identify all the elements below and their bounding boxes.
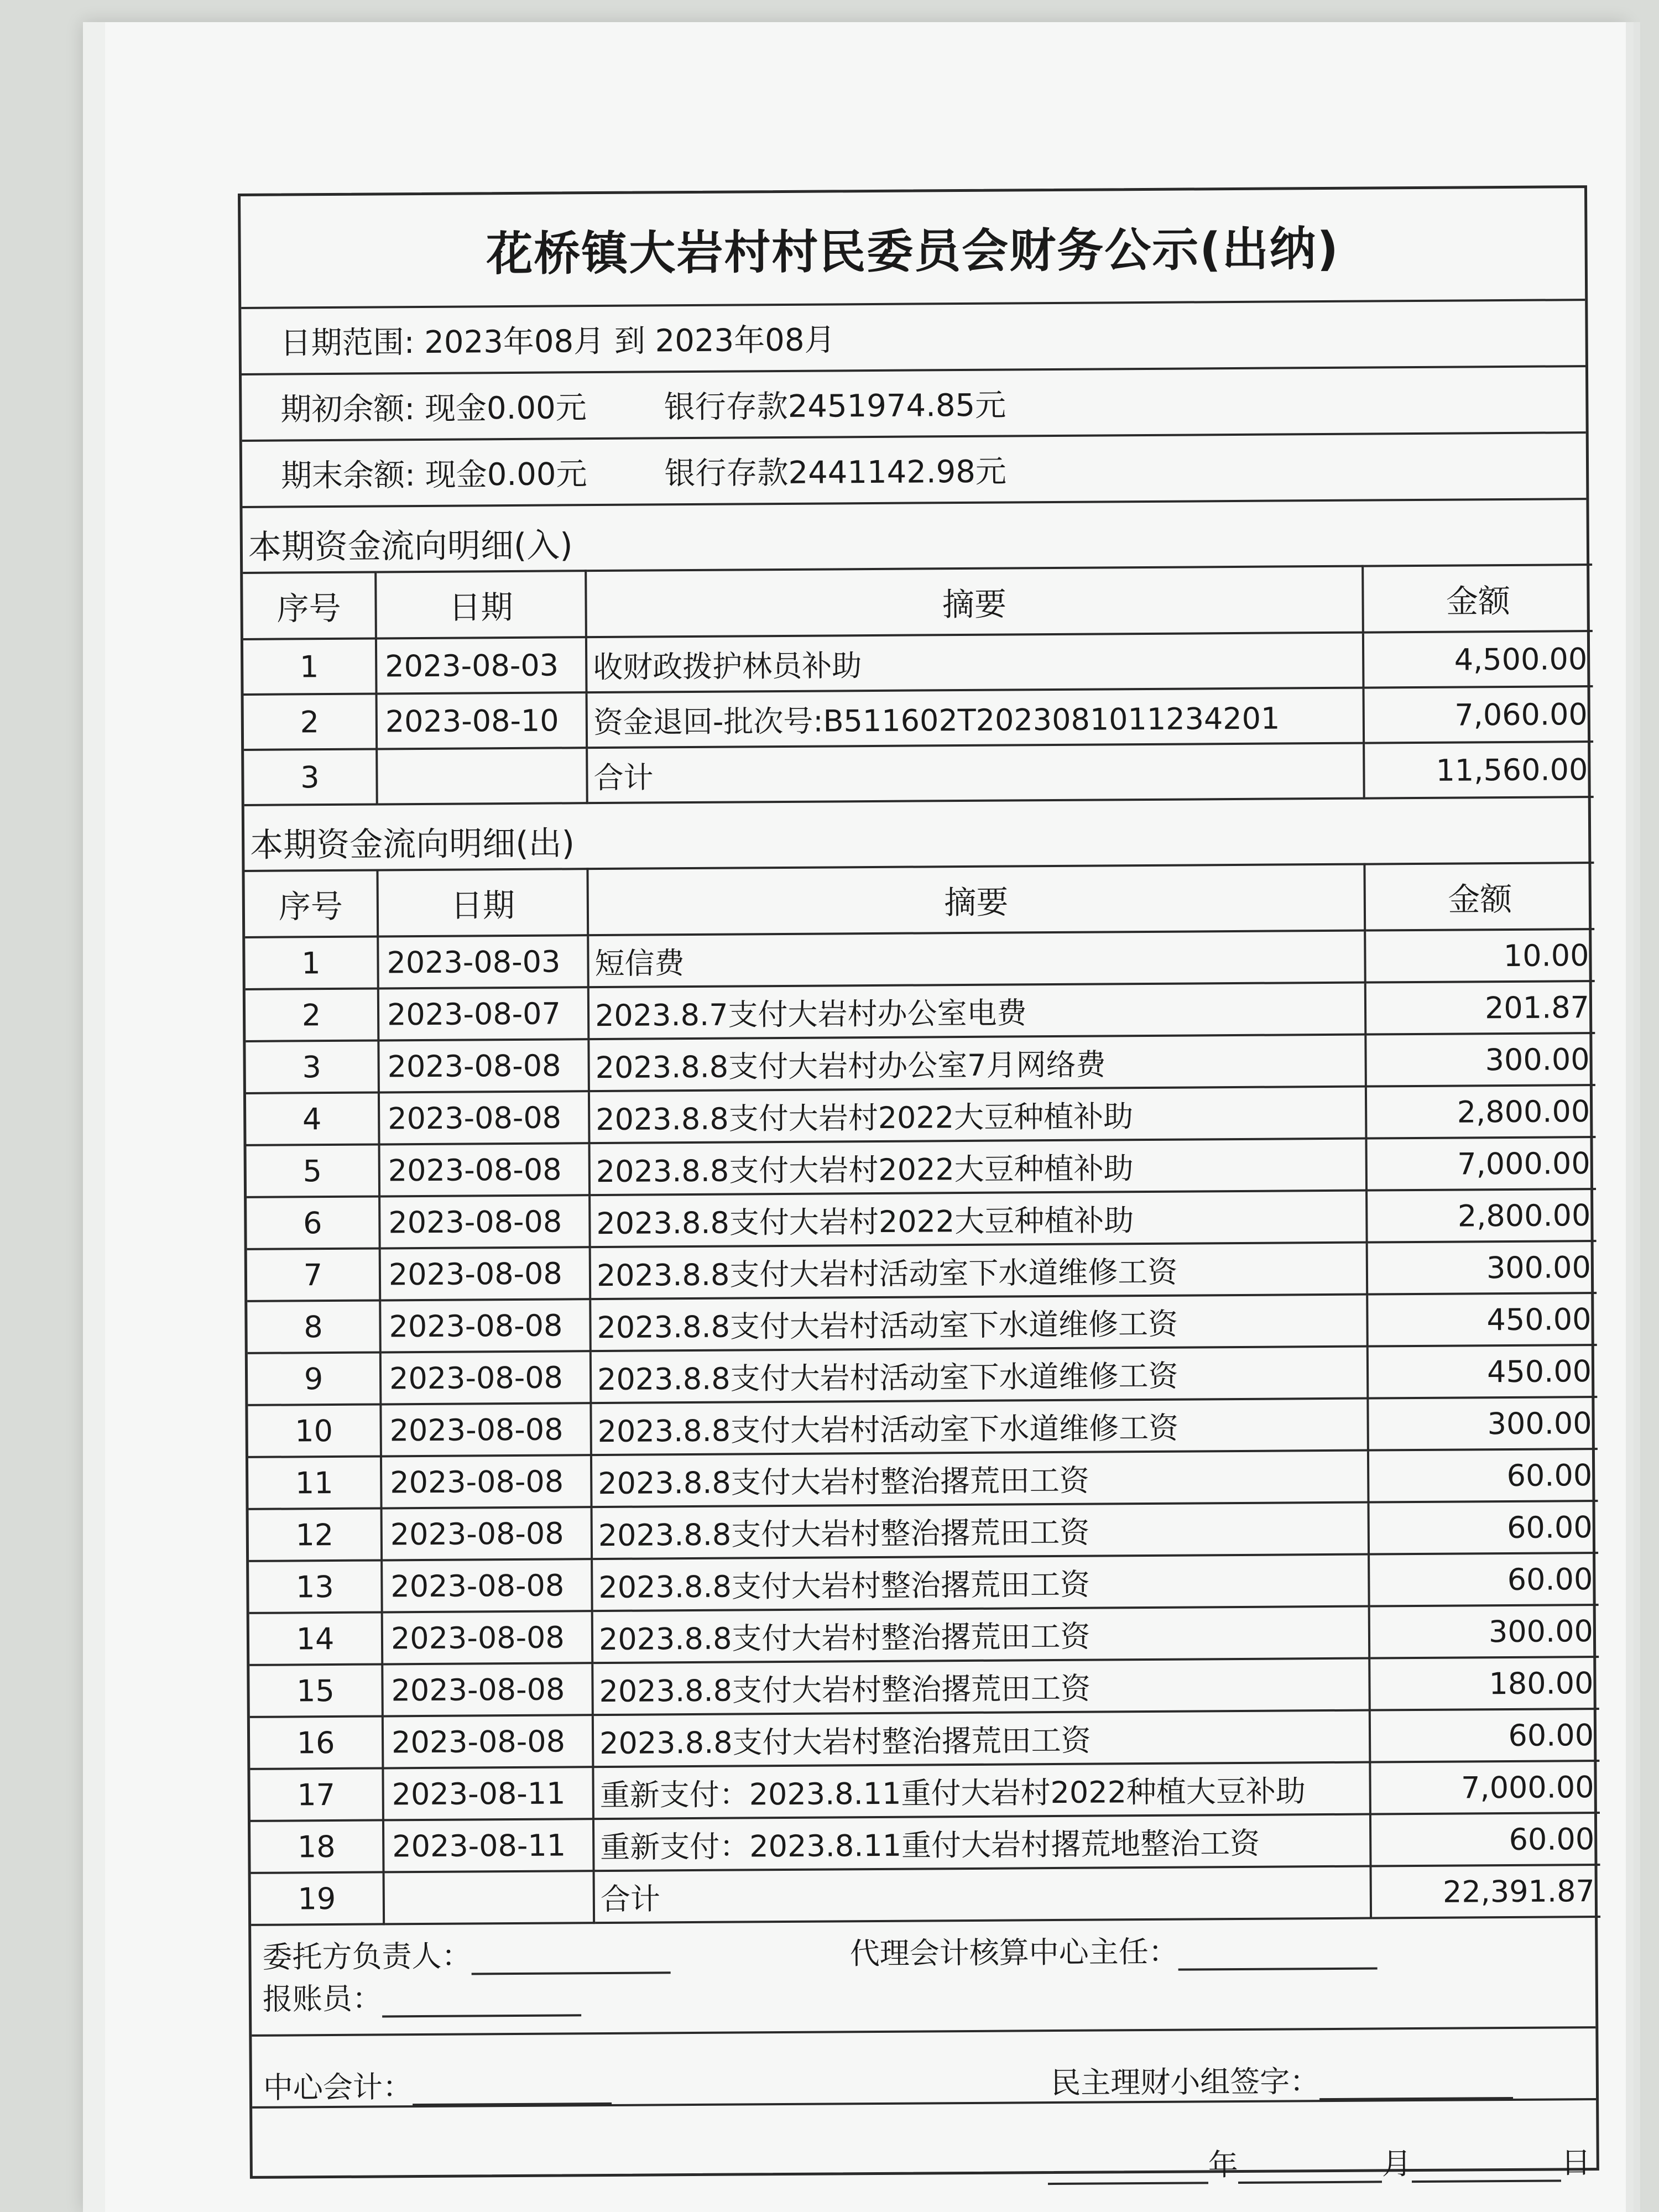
col-header-summary: 摘要 bbox=[587, 864, 1365, 936]
inflow-table-row bbox=[243, 631, 1593, 695]
outflow-table-row bbox=[251, 1813, 1600, 1873]
row-date: 2023-08-08 bbox=[382, 1663, 593, 1716]
col-header-no: 序号 bbox=[243, 572, 376, 639]
row-number: 17 bbox=[250, 1768, 383, 1820]
row-date: 2023-08-10 bbox=[377, 692, 587, 749]
paper-stack bbox=[83, 22, 1626, 2212]
outflow-table-row bbox=[250, 1709, 1600, 1769]
row-summary: 重新支付：2023.8.11重付大岩村撂荒地整治工资 bbox=[593, 1814, 1371, 1871]
center-director-label: 代理会计核算中心主任： bbox=[849, 1934, 1178, 1971]
row-date: 2023-08-08 bbox=[382, 1611, 593, 1664]
row-amount: 300.00 bbox=[1365, 1033, 1595, 1087]
outflow-table-row bbox=[248, 1345, 1598, 1405]
row-date: 2023-08-08 bbox=[380, 1299, 591, 1352]
row-amount: 60.00 bbox=[1370, 1709, 1600, 1762]
row-amount: 300.00 bbox=[1369, 1605, 1599, 1658]
row-number: 1 bbox=[245, 936, 378, 989]
row-summary: 短信费 bbox=[588, 931, 1365, 988]
date-range: 日期范围: 2023年08月 到 2023年08月 bbox=[280, 322, 836, 362]
outflow-table-row bbox=[246, 1033, 1595, 1093]
row-date: 2023-08-08 bbox=[378, 1039, 589, 1092]
outflow-section-title: 本期资金流向明细(出) bbox=[249, 824, 575, 865]
row-number: 12 bbox=[249, 1508, 382, 1561]
row-summary: 合计 bbox=[587, 743, 1364, 804]
row-number: 11 bbox=[248, 1456, 382, 1509]
row-summary: 收财政拨护林员补助 bbox=[586, 633, 1364, 693]
row-amount: 300.00 bbox=[1368, 1397, 1598, 1451]
row-number: 13 bbox=[249, 1560, 382, 1613]
row-number: 3 bbox=[244, 749, 377, 805]
outflow-table-row bbox=[248, 1397, 1598, 1457]
opening-bank: 银行存款2451974.85元 bbox=[664, 387, 1006, 426]
row-date: 2023-08-08 bbox=[381, 1455, 592, 1508]
row-summary: 重新支付：2023.8.11重付大岩村2022种植大豆补助 bbox=[593, 1762, 1370, 1819]
row-date: 2023-08-08 bbox=[382, 1507, 592, 1560]
row-summary: 2023.8.8支付大岩村整治撂荒田工资 bbox=[591, 1451, 1369, 1507]
paper-sheet bbox=[105, 22, 1626, 2212]
signature-row-2 bbox=[252, 1968, 1596, 2037]
year-label: 年 bbox=[1208, 2147, 1239, 2183]
row-number: 2 bbox=[246, 988, 379, 1041]
row-summary: 2023.8.8支付大岩村2022大豆种植补助 bbox=[589, 1139, 1367, 1196]
signature-area bbox=[251, 1918, 1597, 2192]
reimburser-signature-line[interactable] bbox=[382, 2014, 581, 2017]
opening-balance-row bbox=[242, 367, 1586, 442]
row-amount: 4,500.00 bbox=[1363, 631, 1593, 688]
row-summary: 2023.8.7支付大岩村办公室电费 bbox=[588, 983, 1366, 1040]
finance-group-label: 民主理财小组签字： bbox=[1051, 2064, 1320, 2101]
row-date: 2023-08-07 bbox=[378, 987, 589, 1040]
closing-balance-row bbox=[242, 434, 1587, 508]
row-number: 9 bbox=[248, 1352, 381, 1405]
col-header-amount: 金额 bbox=[1363, 565, 1593, 633]
row-amount: 60.00 bbox=[1368, 1449, 1598, 1503]
signature-row-1 bbox=[251, 1918, 1595, 1976]
row-number: 4 bbox=[246, 1092, 379, 1145]
row-number: 5 bbox=[247, 1144, 380, 1197]
signature-row-3 bbox=[252, 2028, 1596, 2109]
row-summary: 2023.8.8支付大岩村活动室下水道维修工资 bbox=[590, 1295, 1368, 1352]
row-number: 16 bbox=[250, 1716, 383, 1768]
inflow-section-title: 本期资金流向明细(入) bbox=[248, 526, 573, 567]
outflow-table-row bbox=[247, 1293, 1597, 1353]
outflow-table-row bbox=[247, 1137, 1597, 1197]
row-summary: 2023.8.8支付大岩村整治撂荒田工资 bbox=[592, 1503, 1369, 1559]
row-summary: 2023.8.8支付大岩村2022大豆种植补助 bbox=[589, 1087, 1366, 1144]
closing-cash: 期末余额: 现金0.00元 bbox=[280, 456, 587, 494]
outflow-table-row bbox=[249, 1501, 1599, 1561]
outflow-table-row bbox=[249, 1657, 1599, 1717]
inflow-table bbox=[243, 564, 1594, 806]
outflow-table-row bbox=[245, 929, 1595, 989]
row-summary: 2023.8.8支付大岩村活动室下水道维修工资 bbox=[590, 1243, 1368, 1300]
row-number: 3 bbox=[246, 1040, 379, 1093]
row-date: 2023-08-11 bbox=[383, 1819, 594, 1872]
day-blank[interactable] bbox=[1412, 2179, 1561, 2183]
day-label: 日 bbox=[1561, 2145, 1591, 2180]
row-date: 2023-08-08 bbox=[383, 1715, 593, 1768]
month-blank[interactable] bbox=[1238, 2180, 1382, 2184]
finance-notice-form bbox=[238, 185, 1599, 2183]
reimburser-label: 报账员： bbox=[262, 1981, 383, 2017]
outflow-header-row bbox=[244, 863, 1594, 937]
row-summary: 2023.8.8支付大岩村办公室7月网络费 bbox=[588, 1035, 1366, 1092]
center-accountant-label: 中心会计： bbox=[263, 2069, 413, 2105]
outflow-table-row bbox=[247, 1241, 1597, 1301]
outflow-table-row bbox=[248, 1449, 1598, 1509]
client-head-label: 委托方负责人： bbox=[262, 1938, 472, 1975]
row-amount: 450.00 bbox=[1368, 1345, 1598, 1399]
row-number: 8 bbox=[247, 1300, 380, 1353]
year-blank[interactable] bbox=[1048, 2182, 1208, 2185]
row-date: 2023-08-03 bbox=[378, 935, 588, 988]
inflow-table-row bbox=[244, 686, 1594, 750]
row-amount: 11,560.00 bbox=[1364, 742, 1594, 799]
col-header-date: 日期 bbox=[377, 869, 588, 936]
row-amount: 60.00 bbox=[1370, 1813, 1600, 1866]
row-date: 2023-08-08 bbox=[379, 1195, 590, 1248]
month-label: 月 bbox=[1381, 2146, 1412, 2182]
row-number: 10 bbox=[248, 1404, 381, 1457]
finance-group-signature-line[interactable] bbox=[1319, 2097, 1513, 2100]
outflow-table-row bbox=[251, 1865, 1601, 1925]
row-date bbox=[377, 748, 587, 804]
center-accountant-signature-line[interactable] bbox=[413, 2103, 612, 2106]
row-number: 15 bbox=[249, 1664, 383, 1717]
row-amount: 2,800.00 bbox=[1366, 1085, 1596, 1139]
row-amount: 22,391.87 bbox=[1371, 1865, 1601, 1918]
row-amount: 7,000.00 bbox=[1370, 1761, 1600, 1814]
row-summary: 2023.8.8支付大岩村整治撂荒田工资 bbox=[592, 1606, 1370, 1663]
document-title: 花桥镇大岩村村民委员会财务公示(出纳) bbox=[241, 188, 1585, 309]
row-number: 2 bbox=[244, 693, 377, 749]
opening-cash: 期初余额: 现金0.00元 bbox=[280, 390, 587, 428]
date-signature-row bbox=[252, 2100, 1597, 2192]
row-number: 6 bbox=[247, 1196, 380, 1249]
row-summary: 2023.8.8支付大岩村整治撂荒田工资 bbox=[592, 1554, 1369, 1611]
row-date: 2023-08-08 bbox=[380, 1247, 591, 1300]
outflow-table-row bbox=[246, 1085, 1596, 1145]
row-amount: 201.87 bbox=[1365, 981, 1595, 1035]
row-date: 2023-08-08 bbox=[380, 1351, 591, 1404]
row-amount: 300.00 bbox=[1367, 1241, 1597, 1295]
row-amount: 60.00 bbox=[1369, 1553, 1599, 1606]
inflow-table-row bbox=[244, 742, 1594, 805]
outflow-table bbox=[244, 862, 1600, 1926]
col-header-amount: 金额 bbox=[1364, 863, 1594, 931]
closing-bank: 银行存款2441142.98元 bbox=[664, 453, 1007, 492]
col-header-summary: 摘要 bbox=[586, 566, 1363, 638]
row-date: 2023-08-11 bbox=[383, 1767, 593, 1820]
outflow-table-row bbox=[247, 1189, 1597, 1249]
row-date: 2023-08-03 bbox=[376, 637, 587, 693]
row-date bbox=[384, 1871, 594, 1924]
row-date: 2023-08-08 bbox=[382, 1559, 592, 1612]
row-summary: 资金退回-批次号:B511602T2023081011234201 bbox=[587, 688, 1364, 748]
row-number: 19 bbox=[251, 1872, 384, 1924]
col-header-date: 日期 bbox=[375, 571, 586, 638]
outflow-table-row bbox=[250, 1761, 1600, 1821]
row-number: 7 bbox=[247, 1248, 380, 1301]
row-number: 18 bbox=[251, 1820, 384, 1872]
row-summary: 2023.8.8支付大岩村活动室下水道维修工资 bbox=[591, 1347, 1368, 1404]
outflow-table-row bbox=[246, 981, 1595, 1041]
row-date: 2023-08-08 bbox=[379, 1091, 589, 1144]
date-range-row bbox=[241, 301, 1585, 375]
row-amount: 450.00 bbox=[1367, 1293, 1597, 1347]
row-amount: 10.00 bbox=[1365, 929, 1595, 983]
row-summary: 2023.8.8支付大岩村整治撂荒田工资 bbox=[592, 1658, 1370, 1715]
outflow-table-row bbox=[249, 1553, 1599, 1613]
col-header-no: 序号 bbox=[244, 870, 378, 937]
inflow-header-row bbox=[243, 565, 1593, 639]
row-amount: 60.00 bbox=[1368, 1501, 1598, 1554]
row-date: 2023-08-08 bbox=[379, 1143, 590, 1196]
row-date: 2023-08-08 bbox=[380, 1403, 591, 1456]
row-amount: 180.00 bbox=[1369, 1657, 1599, 1710]
row-number: 1 bbox=[243, 638, 377, 694]
row-summary: 2023.8.8支付大岩村2022大豆种植补助 bbox=[589, 1191, 1367, 1248]
row-summary: 2023.8.8支付大岩村整治撂荒田工资 bbox=[593, 1710, 1370, 1767]
row-summary: 合计 bbox=[594, 1866, 1371, 1923]
row-summary: 2023.8.8支付大岩村活动室下水道维修工资 bbox=[591, 1399, 1368, 1455]
row-number: 14 bbox=[249, 1612, 383, 1665]
row-amount: 7,000.00 bbox=[1366, 1137, 1596, 1191]
row-amount: 2,800.00 bbox=[1366, 1189, 1597, 1243]
row-amount: 7,060.00 bbox=[1363, 686, 1593, 743]
outflow-table-row bbox=[249, 1605, 1599, 1665]
